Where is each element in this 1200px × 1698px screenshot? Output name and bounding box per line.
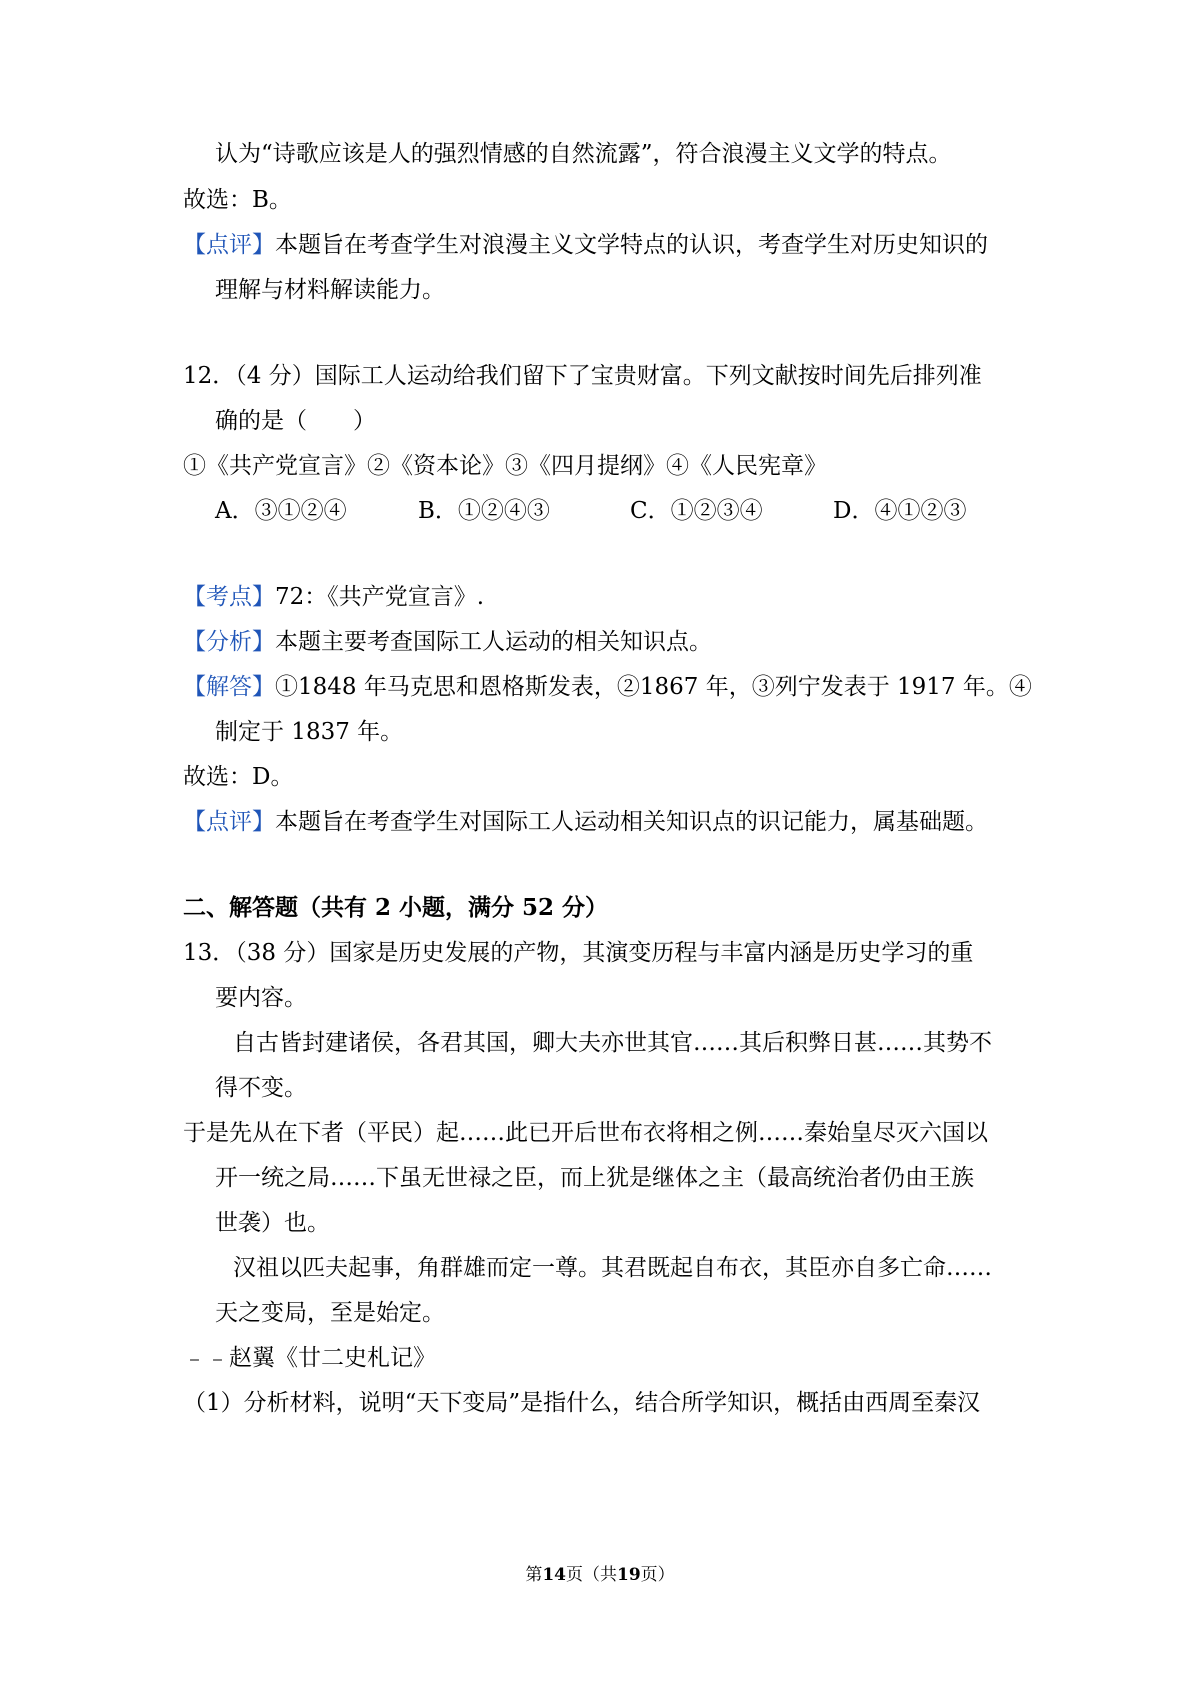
footer-pre: 第 — [525, 1565, 543, 1585]
footer-post: 页） — [640, 1565, 675, 1585]
q13-source: ﹣﹣赵翼《廿二史札记》 — [183, 1345, 436, 1371]
q12-items: ①《共产党宣言》②《资本论》③《四月提纲》④《人民宪章》 — [183, 453, 827, 479]
q12-stem-cont: 确的是（ ） — [215, 408, 376, 434]
page-number: 14 — [542, 1565, 566, 1585]
q13-stem-cont: 要内容。 — [215, 985, 307, 1011]
q12-answer: 故选：D。 — [183, 764, 294, 790]
q11-comment — [183, 230, 988, 260]
q12-stem: 12．（4 分）国际工人运动给我们留下了宝贵财富。下列文献按时间先后排列准 — [183, 363, 982, 389]
comment-tag: 【点评】 — [183, 809, 275, 835]
q11-answer: 故选：B。 — [183, 187, 292, 213]
page-total: 19 — [617, 1565, 641, 1585]
comment-tag: 【点评】 — [183, 232, 275, 258]
q13-material-line: 于是先从在下者（平民）起……此已开后世布衣将相之例……秦始皇尽灭六国以 — [183, 1120, 988, 1146]
jieda-text: ①1848 年马克思和恩格斯发表，②1867 年，③列宁发表于 1917 年。④ — [275, 674, 1032, 700]
q12-jieda-cont: 制定于 1837 年。 — [215, 719, 404, 745]
kaodian-tag: 【考点】 — [183, 584, 275, 610]
q13-material-line: 开一统之局……下虽无世禄之臣，而上犹是继体之主（最高统治者仍由王族 — [215, 1165, 974, 1191]
q13-material-line: 天之变局，至是始定。 — [215, 1300, 445, 1326]
section-heading: 二、解答题（共有 2 小题，满分 52 分） — [183, 894, 609, 921]
q12-kaodian — [183, 582, 484, 612]
q13-stem: 13．（38 分）国家是历史发展的产物，其演变历程与丰富内涵是历史学习的重 — [183, 940, 974, 966]
q12-fenxi — [183, 627, 712, 657]
q12-jieda — [183, 672, 1032, 702]
option-b: B．①②④③ — [418, 498, 550, 524]
footer-mid: 页（共 — [566, 1565, 617, 1585]
q12-comment-text: 本题旨在考查学生对国际工人运动相关知识点的识记能力，属基础题。 — [275, 809, 988, 835]
q13-material-line: 汉祖以匹夫起事，角群雄而定一尊。其君既起自布衣，其臣亦自多亡命…… — [233, 1255, 992, 1281]
option-d: D．④①②③ — [833, 498, 967, 524]
q13-material-line: 世袭）也。 — [215, 1210, 330, 1236]
q12-comment — [183, 807, 988, 837]
q11-comment-cont: 理解与材料解读能力。 — [215, 277, 445, 303]
q11-analysis-line: 认为“诗歌应该是人的强烈情感的自然流露”，符合浪漫主义文学的特点。 — [215, 141, 952, 167]
fenxi-tag: 【分析】 — [183, 629, 275, 655]
q13-material-line: 得不变。 — [215, 1075, 307, 1101]
fenxi-text: 本题主要考查国际工人运动的相关知识点。 — [275, 629, 712, 655]
q13-material-line: 自古皆封建诸侯，各君其国，卿大夫亦世其官……其后积弊日甚……其势不 — [233, 1030, 992, 1056]
kaodian-text: 72：《共产党宣言》. — [275, 584, 485, 610]
q11-comment-text: 本题旨在考查学生对浪漫主义文学特点的认识，考查学生对历史知识的 — [275, 232, 988, 258]
option-c: C．①②③④ — [630, 498, 763, 524]
option-a: A．③①②④ — [215, 498, 347, 524]
jieda-tag: 【解答】 — [183, 674, 275, 700]
q13-subquestion-1: （1）分析材料，说明“天下变局”是指什么，结合所学知识，概括由西周至秦汉 — [183, 1390, 981, 1416]
page-footer — [0, 1563, 1200, 1587]
